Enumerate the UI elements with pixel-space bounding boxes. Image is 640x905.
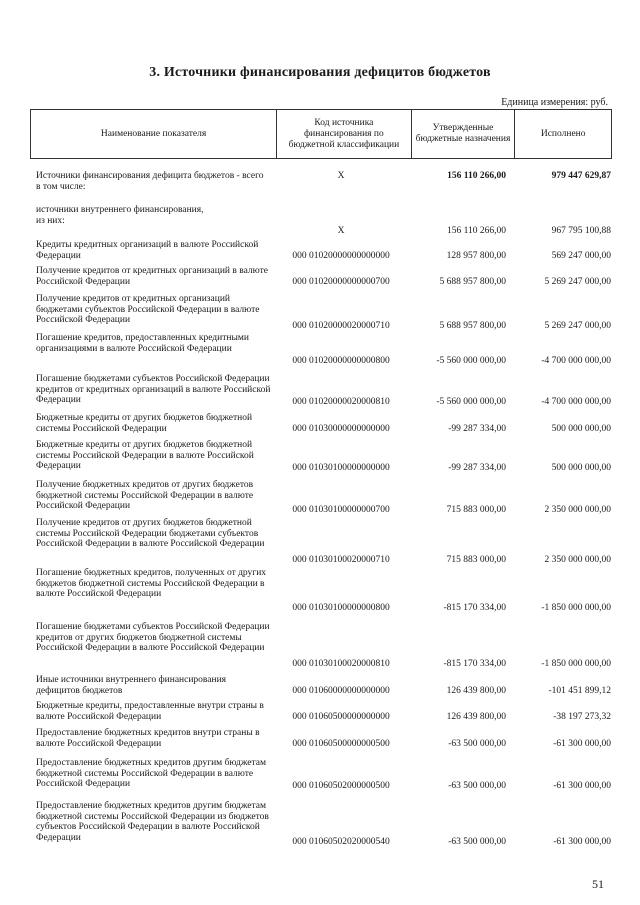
row-name: Бюджетные кредиты, предоставленные внутри страны в валюте Российской Федерации [36,701,264,722]
row-name: Получение кредитов от кредитных организаций в валюте Российской Федерации [36,266,268,287]
row-approved: -63 500 000,00 [448,781,506,792]
row-code: 000 01020000020000810 [292,397,390,408]
table-row [36,518,612,566]
table-row [36,374,612,408]
table-row [36,440,612,474]
row-approved: 5 688 957 800,00 [439,321,506,332]
table-row [36,758,612,792]
row-approved: 715 883 000,00 [446,555,506,566]
row-code: 000 01020000000000800 [292,356,390,367]
row-approved: 128 957 800,00 [446,251,506,262]
row-name: Погашение бюджетами субъектов Российской Федерации кредитов от кредитных организаций в валюте Российской Федерации [36,374,271,406]
row-approved: 715 883 000,00 [446,505,506,516]
row-approved: 126 439 800,00 [446,712,506,723]
row-name: Предоставление бюджетных кредитов внутри страны в валюте Российской Федерации [36,728,260,749]
row-name: Источники финансирования дефицита бюджетов - всего в том числе: [36,171,264,192]
row-executed: 500 000 000,00 [551,463,611,474]
row-executed: 500 000 000,00 [551,424,611,435]
row-approved: -63 500 000,00 [448,837,506,848]
table-row [36,266,612,288]
row-name: Погашение кредитов, предоставленных кредитными организациями в валюте Российской Федерации [36,333,249,354]
table-row [36,205,612,237]
table-row [36,171,612,194]
row-code: X [337,171,345,182]
row-code: 000 01030100020000810 [292,659,390,670]
row-executed: 5 269 247 000,00 [544,321,611,332]
row-code: 000 01060502000000500 [292,781,390,792]
row-approved: -5 560 000 000,00 [436,356,506,367]
row-executed: -4 700 000 000,00 [541,397,611,408]
row-executed: 569 247 000,00 [551,251,611,262]
table-row [36,413,612,435]
row-code: 000 01030100000000000 [292,463,390,474]
row-executed: 979 447 629,87 [551,171,611,182]
row-approved: 126 439 800,00 [446,686,506,697]
units-label: Единица измерения: руб. [501,97,608,108]
row-code: 000 01030100000000800 [292,603,390,614]
table-row [36,675,612,697]
row-code: 000 01020000020000710 [292,321,390,332]
row-executed: -1 850 000 000,00 [541,659,611,670]
row-executed: -101 451 899,12 [548,686,611,697]
row-executed: -61 300 000,00 [553,837,611,848]
row-approved: -99 287 334,00 [448,424,506,435]
row-code: 000 01060500000000500 [292,739,390,750]
table-header [30,109,612,159]
row-approved: 156 110 266,00 [447,171,506,182]
row-code: 000 01060502020000540 [292,837,390,848]
table-row [36,728,612,750]
table-row [36,240,612,262]
row-name: Предоставление бюджетных кредитов другим бюджетам бюджетной системы Российской Федерации в валюте Российской Федерации [36,758,266,790]
row-code: X [337,226,345,237]
row-code: 000 01030100020000710 [292,555,390,566]
row-name: Получение кредитов от других бюджетов бюджетной системы Российской Федерации бюджетами субъектов Российской Федерации в валюте Российской Федерации [36,518,265,550]
row-executed: 2 350 000 000,00 [544,555,611,566]
header-name: Наименование показателя [31,110,277,158]
row-approved: 156 110 266,00 [446,226,506,237]
row-approved: -99 287 334,00 [448,463,506,474]
row-approved: 5 688 957 800,00 [439,277,506,288]
row-approved: -815 170 334,00 [443,659,506,670]
row-executed: 2 350 000 000,00 [544,505,611,516]
row-executed: -61 300 000,00 [553,739,611,750]
row-name: Получение кредитов от кредитных организаций бюджетами субъектов Российской Федерации в валюте Российской Федерации [36,294,260,326]
table-row [36,701,612,723]
header-approved: Утвержденные бюджетные назначения [412,110,516,158]
row-approved: -815 170 334,00 [443,603,506,614]
row-approved: -63 500 000,00 [448,739,506,750]
page-number: 51 [592,877,604,891]
row-executed: 5 269 247 000,00 [544,277,611,288]
row-name: Бюджетные кредиты от других бюджетов бюджетной системы Российской Федерации [36,413,253,434]
row-name: Получение бюджетных кредитов от других бюджетов бюджетной системы Российской Федерации в валюте Российской Федерации [36,480,254,512]
header-code: Код источника финансирования по бюджетной классификации [277,110,412,158]
table-row [36,333,612,367]
table-row [36,801,612,848]
row-name: Бюджетные кредиты от других бюджетов бюджетной системы Российской Федерации в валюте Российской Федерации [36,440,254,472]
table-row [36,294,612,332]
row-name: Кредиты кредитных организаций в валюте Российской Федерации [36,240,259,261]
row-executed: -1 850 000 000,00 [541,603,611,614]
row-approved: -5 560 000 000,00 [436,397,506,408]
row-code: 000 01020000000000700 [292,277,390,288]
row-executed: -61 300 000,00 [553,781,611,792]
page-title: 3. Источники финансирования дефицитов бюджетов [149,65,491,80]
table-row [36,480,612,516]
row-name: Иные источники внутреннего финансирования дефицитов бюджетов [36,675,227,696]
row-code: 000 01030100000000700 [292,505,390,516]
row-executed: -38 197 273,32 [553,712,611,723]
row-name: Погашение бюджетами субъектов Российской Федерации кредитов от других бюджетов бюджетной системы Российской Федерации в валюте Российской Федерации [36,622,270,654]
row-name: Погашение бюджетных кредитов, полученных от других бюджетов бюджетной системы Российской Федерации в валюте Российской Федерации [36,568,267,600]
row-code: 000 01020000000000000 [292,251,390,262]
row-executed: 967 795 100,88 [551,226,611,237]
row-name: источники внутреннего финансирования, из них: [36,205,204,226]
row-name: Предоставление бюджетных кредитов другим бюджетам бюджетной системы Российской Федерации из бюджетов субъектов Российской Федерации в валюте Российской Федерации [36,801,269,843]
header-executed: Исполнено [540,128,586,139]
row-executed: -4 700 000 000,00 [541,356,611,367]
row-code: 000 01060000000000000 [292,686,390,697]
row-code: 000 01060500000000000 [292,712,390,723]
row-code: 000 01030000000000000 [292,424,390,435]
table-row [36,568,612,614]
table-row [36,622,612,670]
